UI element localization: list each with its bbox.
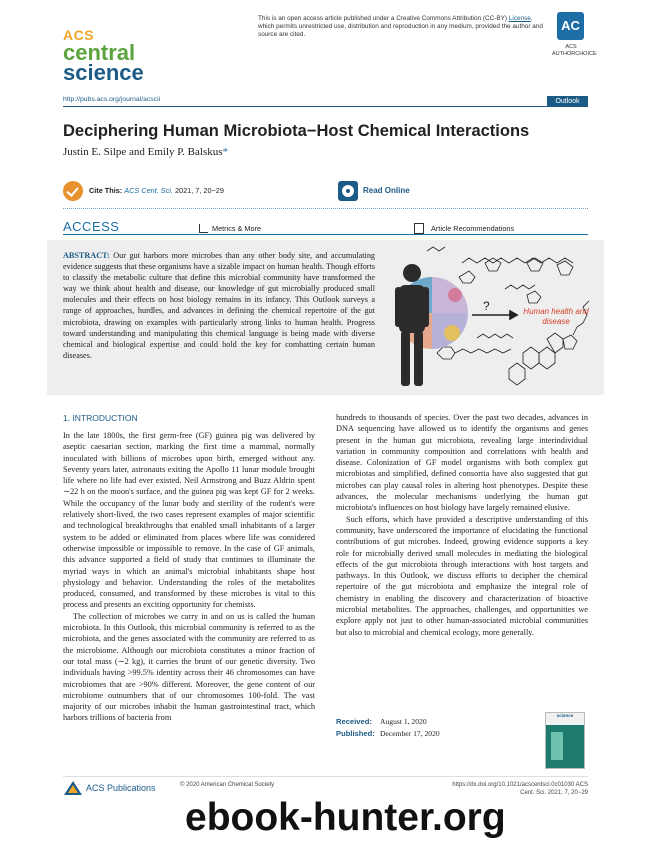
acs-publications-logo-icon xyxy=(63,780,83,796)
abstract-body: Our gut harbors more microbes than any other body site, and accumulating evidence suggests that these organisms have a sizable impact on human health. Though efforts to classify the metabolic culture that define this microbial community have transformed the way we think about health and disease, our knowledge of gut microbially produced small molecules and their effects on host biology remains in its infancy. This Outlook surveys a range of approaches, hurdles, and advances in defining the chemical repertoire of the gut microbiota, drawing on examples with particularly strong links to human health. Progress toward understanding and manipulating this chemical language is being made with diverse chemical and biological expertise and could hold the key for combatting certain human diseases. xyxy=(63,251,376,360)
author-list xyxy=(63,146,228,158)
paragraph: hundreds to thousands of species. Over the past two decades, advances in DNA sequencing have allowed us to identify the organisms and genes present in the human gut microbiota, revealing large interindividual variation in community composition and correlations with health and disease. Colonization of GF model organisms with both complex gut microbiotas and simplified, defined consortia have also suggested that gut microbes can play causal roles in altering host phenotypes. Despite these advances, the molecular mechanisms underlying the human gut microbiota's influences on host biology have largely remained elusive. xyxy=(336,413,588,513)
article-recommendations-link[interactable]: Article Recommendations xyxy=(431,224,515,233)
license-text-pre: This is an open access article published under a Creative Commons Attribution (CC-BY) xyxy=(258,15,509,22)
metrics-more-link[interactable]: Metrics & More xyxy=(212,224,262,233)
cite-label: Cite This: xyxy=(89,186,123,195)
section-heading-introduction: 1. INTRODUCTION xyxy=(63,413,138,423)
footer-copyright: © 2020 American Chemical Society xyxy=(180,782,275,788)
published-row xyxy=(336,728,440,740)
cite-divider xyxy=(63,208,588,209)
journal-logo-central: central xyxy=(63,40,136,65)
paragraph: Such efforts, which have provided a descriptive understanding of this community, have underscored the importance of elucidating the functional contributions of gut microbes. Indeed, growing evidence supports a key role for microbially derived small molecules in mediating the biological effects of the gut microbiota through interactions with host targets and pathways. In this Outlook, we discuss efforts to decipher the chemical repertoire of the gut microbiota and emphasize the integral role of chemistry in enabling the discovery and characterization of bioactive microbial metabolites. The approaches, challenges, and opportunities we explore apply not just to other human-associated microbial communities but also to microbial and chemical ecology, more generally. xyxy=(336,514,588,637)
article-type-badge: Outlook xyxy=(547,96,588,107)
toc-health-label: Human health and disease xyxy=(523,307,589,326)
corresponding-author-mark[interactable]: * xyxy=(222,146,229,158)
abstract-label: ABSTRACT: xyxy=(63,251,110,260)
cover-art xyxy=(551,732,563,760)
received-row xyxy=(336,716,440,728)
watermark-text: ebook-hunter.org xyxy=(185,796,506,839)
license-notice xyxy=(258,15,543,39)
abstract-text xyxy=(63,250,375,361)
document-icon xyxy=(414,223,424,234)
body-column-right xyxy=(336,412,588,638)
article-dates xyxy=(336,716,440,740)
cite-this xyxy=(89,186,224,195)
license-text-post: , which permits unrestricted use, distribution and reproduction in any medium, provided the author and source are cited. xyxy=(258,15,543,38)
footer-divider xyxy=(63,776,588,777)
published-label: Published: xyxy=(336,729,375,738)
check-circle-icon xyxy=(63,181,83,201)
footer-doi[interactable]: https://dx.doi.org/10.1021/acscentsci.0c01030 ACS Cent. Sci. 2021, 7, 20−29 xyxy=(452,782,588,796)
received-label: Received: xyxy=(336,717,372,726)
read-online-link[interactable]: Read Online xyxy=(363,186,410,195)
arrow-icons xyxy=(472,311,517,319)
body-column-left xyxy=(63,430,315,724)
toc-question-mark: ? xyxy=(483,299,490,313)
received-date: August 1, 2020 xyxy=(380,717,427,726)
header-divider xyxy=(63,106,588,107)
published-date: December 17, 2020 xyxy=(380,729,440,738)
paragraph: In the late 1800s, the first germ-free (GF) guinea pig was delivered by aseptic caesarian section, marking the first time a mammal, normally inoculated with billions of microbes upon birth, emerged without any. Seventy years later, astronauts exiting the Apollo 11 lunar module brought life where no life had ever existed. Neil Armstrong and Buzz Aldrin spent ∼22 h on the moon's surface, and the guinea pig was kept GF for 2 weeks. While the occupancy of the lunar body and sterility of the rodent's were relatively short-lived, the two cases represent examples of major scientific and technological breakthroughs that enabled small inhabitants of a larger system to be added or eliminated from places where life was considered otherwise impossible or impossible to remove. In the case of GF animals, this advance supported a field of study that continues to illuminate the myriad ways in which an animal's microbial inhabitants shape host physiology and behavior. Understanding the roles of the metabolites produced, consumed, and transformed by these microbes is vital to this process and presents an exciting opportunity for chemists. xyxy=(63,431,315,610)
bar-chart-icon xyxy=(199,224,208,233)
authorchoice-icon: AC xyxy=(557,12,584,40)
authors-text: Justin E. Silpe and Emily P. Balskus xyxy=(63,146,223,158)
license-link[interactable]: License xyxy=(508,15,531,22)
journal-logo-science: science xyxy=(63,60,144,85)
access-divider xyxy=(63,234,588,235)
article-title: Deciphering Human Microbiota−Host Chemical Interactions xyxy=(63,122,530,140)
access-label: ACCESS xyxy=(63,219,120,234)
paragraph: The collection of microbes we carry in and on us is called the human microbiota. In this Outlook, this microbial community is referred to as the microbiota, and the genes associated with the community are referred to as the microbiome. Although our microbiota constitutes a minor fraction of our total mass (∼2 kg), it carries the brunt of our genetic diversity. Two individuals having >99.5% identity across their 46 chromosomes can have microbiomes that are >90% different. Moreover, the gene content of our microbiome outnumbers that of our chromosomes 100-fold. The vast majority of our microbes inhabit the human gastrointestinal tract, which harbors trillions of bacteria from xyxy=(63,611,315,723)
cover-masthead: science xyxy=(546,713,584,725)
journal-logo-acs: ACS xyxy=(63,27,95,43)
cite-ref: 2021, 7, 20−29 xyxy=(172,186,224,195)
read-online-icon[interactable] xyxy=(338,181,358,201)
authorchoice-label: ACS AUTHORCHOICE xyxy=(552,44,597,57)
journal-url[interactable]: http://pubs.acs.org/journal/acscii xyxy=(63,96,161,103)
publisher-name: ACS Publications xyxy=(86,783,156,793)
cite-journal-link[interactable]: ACS Cent. Sci. xyxy=(124,186,173,195)
